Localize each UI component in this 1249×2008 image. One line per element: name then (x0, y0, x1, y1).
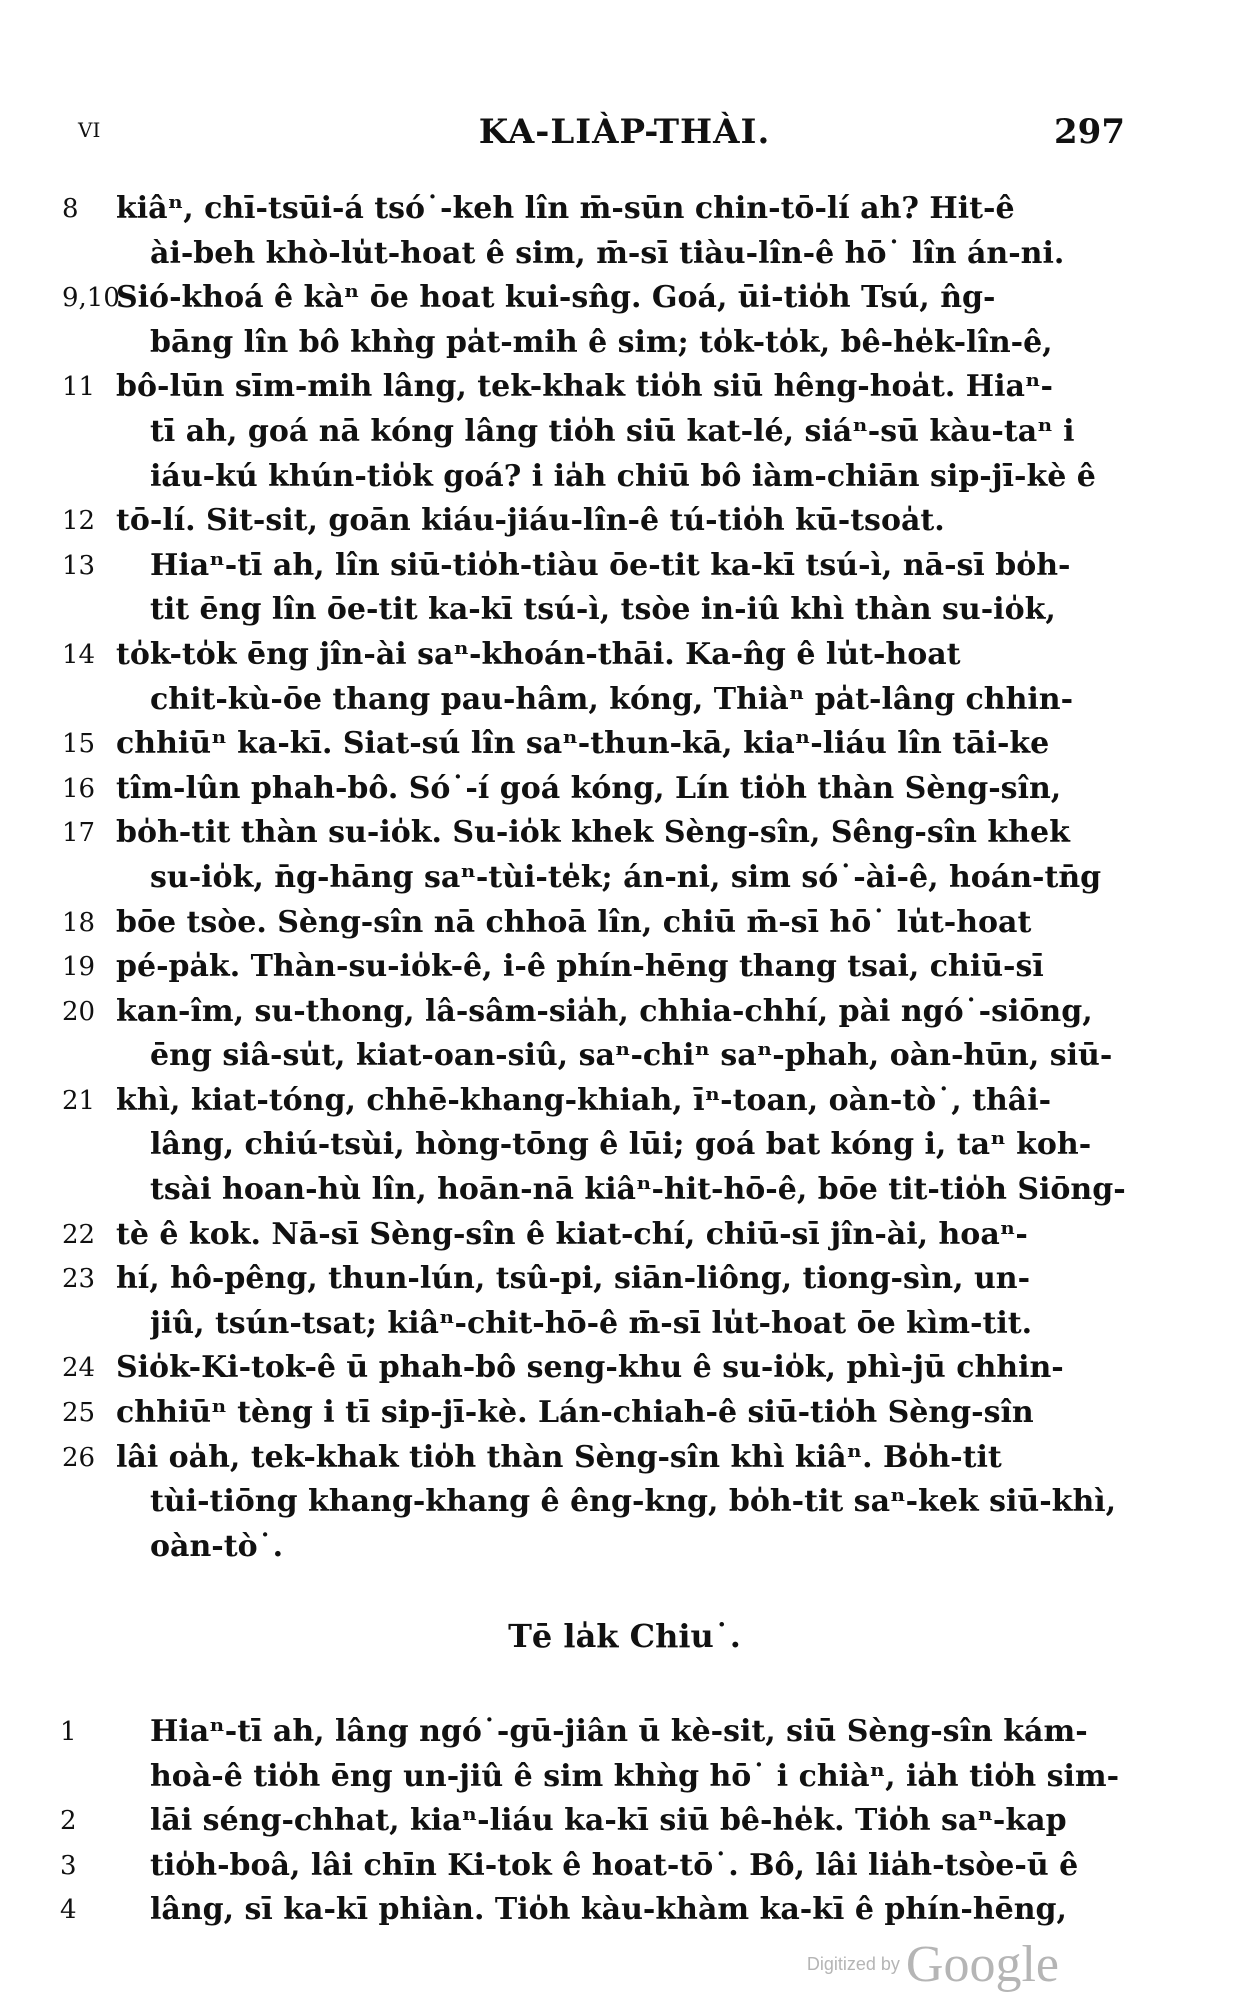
verse-number: 24 (62, 1353, 96, 1384)
text-line (0, 1480, 1249, 1525)
verse-number: 18 (62, 907, 96, 938)
verse-number: 9,10 (62, 283, 120, 314)
text-line (0, 588, 1249, 633)
line-text: chit-kù-ōe thang pau-hâm, kóng, Thiàⁿ pa̍t-lâng chhin- (150, 681, 1074, 717)
text-line (0, 499, 1249, 544)
line-text: pé-pa̍k. Thàn-su-io̍k-ê, i-ê phín-hēng thang tsai, chiū-sī (116, 949, 1044, 985)
text-line (0, 990, 1249, 1035)
text-line (0, 1168, 1249, 1213)
chapter-heading: Tē la̍k Chiu˙. (508, 1617, 741, 1655)
section-number: VI (78, 118, 101, 142)
line-text: tè ê kok. Nā-sī Sèng-sîn ê kiat-chí, chiū-sī jîn-ài, hoaⁿ- (116, 1216, 1028, 1252)
text-line (0, 1525, 1249, 1570)
verse-number: 11 (62, 372, 96, 403)
verse-number: 3 (60, 1850, 77, 1881)
verse-body (0, 187, 1249, 1569)
text-line (0, 187, 1249, 232)
verse-number: 12 (62, 506, 96, 537)
line-text: hoà-ê tio̍h ēng un-jiû ê sim khǹg hō˙ i chiàⁿ, ia̍h tio̍h sim- (150, 1758, 1120, 1794)
verse-number: 1 (60, 1717, 77, 1747)
text-line (0, 856, 1249, 901)
text-line (0, 1079, 1249, 1124)
text-line (0, 722, 1249, 767)
google-logo: Google (905, 1936, 1059, 1993)
line-text: Sio̍k-Ki-tok-ê ū phah-bô seng-khu ê su-io̍k, phì-jū chhin- (116, 1350, 1064, 1386)
text-line (0, 1123, 1249, 1168)
verse-number: 26 (62, 1442, 96, 1473)
digitized-watermark (807, 1935, 1059, 1994)
verse-number: 8 (62, 194, 79, 224)
line-text: Hiaⁿ-tī ah, lâng ngó˙-gū-jiân ū kè-sit, siū Sèng-sîn kám- (150, 1714, 1088, 1749)
text-line (0, 633, 1249, 678)
line-text: tsài hoan-hù lîn, hoān-nā kiâⁿ-hit-hō-ê, bōe tit-tio̍h Siōng- (150, 1172, 1126, 1208)
line-text: bōe tsòe. Sèng-sîn nā chhoā lîn, chiū m̄-sī hō˙ lu̍t-hoat (116, 904, 1032, 940)
verse-number: 15 (62, 729, 96, 760)
line-text: jiû, tsún-tsat; kiâⁿ-chit-hō-ê m̄-sī lu̍t-hoat ōe kìm-tit. (150, 1305, 1033, 1341)
line-text: Sió-khoá ê kàⁿ ōe hoat kui-sn̂g. Goá, ūi-tio̍h Tsú, n̂g- (116, 280, 996, 316)
text-line (0, 1034, 1249, 1079)
text-line (0, 321, 1249, 366)
text-line (0, 410, 1249, 455)
line-text: bāng lîn bô khǹg pa̍t-mih ê sim; to̍k-to̍k, bê-he̍k-lîn-ê, (150, 324, 1053, 360)
line-text: chhiūⁿ ka-kī. Siat-sú lîn saⁿ-thun-kā, kiaⁿ-liáu lîn tāi-ke (116, 726, 1050, 762)
text-line (0, 544, 1249, 589)
verse-body-chapter-six (0, 1710, 1249, 1933)
verse-number: 16 (62, 773, 96, 804)
verse-number: 13 (62, 550, 96, 581)
text-line (0, 811, 1249, 856)
verse-number: 19 (62, 952, 96, 983)
line-text: lāi séng-chhat, kiaⁿ-liáu ka-kī siū bê-he̍k. Tio̍h saⁿ-kap (150, 1803, 1067, 1839)
text-line (0, 1346, 1249, 1391)
page-number: 297 (1054, 112, 1125, 152)
line-text: lâng, chiú-tsùi, hòng-tōng ê lūi; goá bat kóng i, taⁿ koh- (150, 1127, 1092, 1163)
line-text: lâng, sī ka-kī phiàn. Tio̍h kàu-khàm ka-kī ê phín-hēng, (150, 1892, 1067, 1928)
text-line (0, 1302, 1249, 1347)
text-line (0, 365, 1249, 410)
line-text: ēng siâ-su̍t, kiat-oan-siû, saⁿ-chiⁿ saⁿ-phah, oàn-hūn, siū- (150, 1038, 1113, 1074)
text-line (0, 1391, 1249, 1436)
text-line (0, 1844, 1249, 1889)
line-text: khì, kiat-tóng, chhē-khang-khiah, īⁿ-toan, oàn-tò˙, thâi- (116, 1082, 1052, 1118)
verse-number: 22 (62, 1219, 96, 1250)
text-line (0, 1710, 1249, 1755)
verse-number: 2 (60, 1806, 77, 1837)
text-line (0, 1257, 1249, 1302)
text-line (0, 678, 1249, 723)
text-line (0, 1436, 1249, 1481)
verse-number: 17 (62, 818, 96, 849)
line-text: tùi-tiōng khang-khang ê êng-kng, bo̍h-tit saⁿ-kek siū-khì, (150, 1484, 1117, 1520)
text-line (0, 276, 1249, 321)
verse-number: 14 (62, 639, 96, 670)
text-line (0, 1799, 1249, 1844)
text-line (0, 1213, 1249, 1258)
line-text: kiâⁿ, chī-tsūi-á tsó˙-keh lîn m̄-sūn chin-tō-lí ah? Hit-ê (116, 191, 1015, 226)
text-line (0, 232, 1249, 277)
line-text: tîm-lûn phah-bô. Só˙-í goá kóng, Lín tio̍h thàn Sèng-sîn, (116, 770, 1062, 806)
line-text: oàn-tò˙. (150, 1528, 284, 1564)
text-line (0, 945, 1249, 990)
text-line (0, 1888, 1249, 1933)
verse-number: 21 (62, 1085, 96, 1116)
text-line (0, 901, 1249, 946)
verse-number: 4 (60, 1895, 77, 1926)
verse-number: 25 (62, 1398, 96, 1429)
verse-number: 20 (62, 996, 96, 1027)
line-text: su-io̍k, n̄g-hāng saⁿ-tùi-te̍k; án-ni, sim só˙-ài-ê, hoán-tn̄g (150, 859, 1102, 895)
text-line (0, 1755, 1249, 1800)
line-text: tō-lí. Sit-sit, goān kiáu-jiáu-lîn-ê tú-tio̍h kū-tsoa̍t. (116, 503, 945, 539)
line-text: hí, hô-pêng, thun-lún, tsû-pi, siān-liông, tiong-sìn, un- (116, 1261, 1031, 1297)
line-text: bo̍h-tit thàn su-io̍k. Su-io̍k khek Sèng-sîn, Sêng-sîn khek (116, 815, 1070, 851)
line-text: tio̍h-boâ, lâi chīn Ki-tok ê hoat-tō˙. Bô, lâi lia̍h-tsòe-ū ê (150, 1847, 1079, 1883)
line-text: tit ēng lîn ōe-tit ka-kī tsú-ì, tsòe in-iû khì thàn su-io̍k, (150, 592, 1056, 628)
watermark-prefix: Digitized by (806, 1954, 900, 1974)
line-text: to̍k-to̍k ēng jîn-ài saⁿ-khoán-thāi. Ka-n̂g ê lu̍t-hoat (116, 636, 961, 672)
line-text: iáu-kú khún-tio̍k goá? i ia̍h chiū bô iàm-chiān sip-jī-kè ê (150, 458, 1096, 494)
line-text: kan-îm, su-thong, lâ-sâm-sia̍h, chhia-chhí, pài ngó˙-siōng, (116, 993, 1093, 1029)
line-text: bô-lūn sīm-mih lâng, tek-khak tio̍h siū hêng-hoa̍t. Hiaⁿ- (116, 369, 1053, 405)
line-text: chhiūⁿ tèng i tī sip-jī-kè. Lán-chiah-ê siū-tio̍h Sèng-sîn (116, 1395, 1034, 1431)
verse-number: 23 (62, 1264, 96, 1295)
running-title: KA-LIÀP-THÀI. (478, 112, 771, 152)
line-text: lâi oa̍h, tek-khak tio̍h thàn Sèng-sîn khì kiâⁿ. Bo̍h-tit (116, 1439, 1002, 1475)
line-text: Hiaⁿ-tī ah, lîn siū-tio̍h-tiàu ōe-tit ka-kī tsú-ì, nā-sī bo̍h- (150, 547, 1071, 583)
page-header (0, 112, 1249, 162)
line-text: ài-beh khò-lu̍t-hoat ê sim, m̄-sī tiàu-lîn-ê hō˙ lîn án-ni. (150, 235, 1065, 271)
text-line (0, 767, 1249, 812)
line-text: tī ah, goá nā kóng lâng tio̍h siū kat-lé, siáⁿ-sū kàu-taⁿ i (150, 413, 1075, 449)
text-line (0, 455, 1249, 500)
